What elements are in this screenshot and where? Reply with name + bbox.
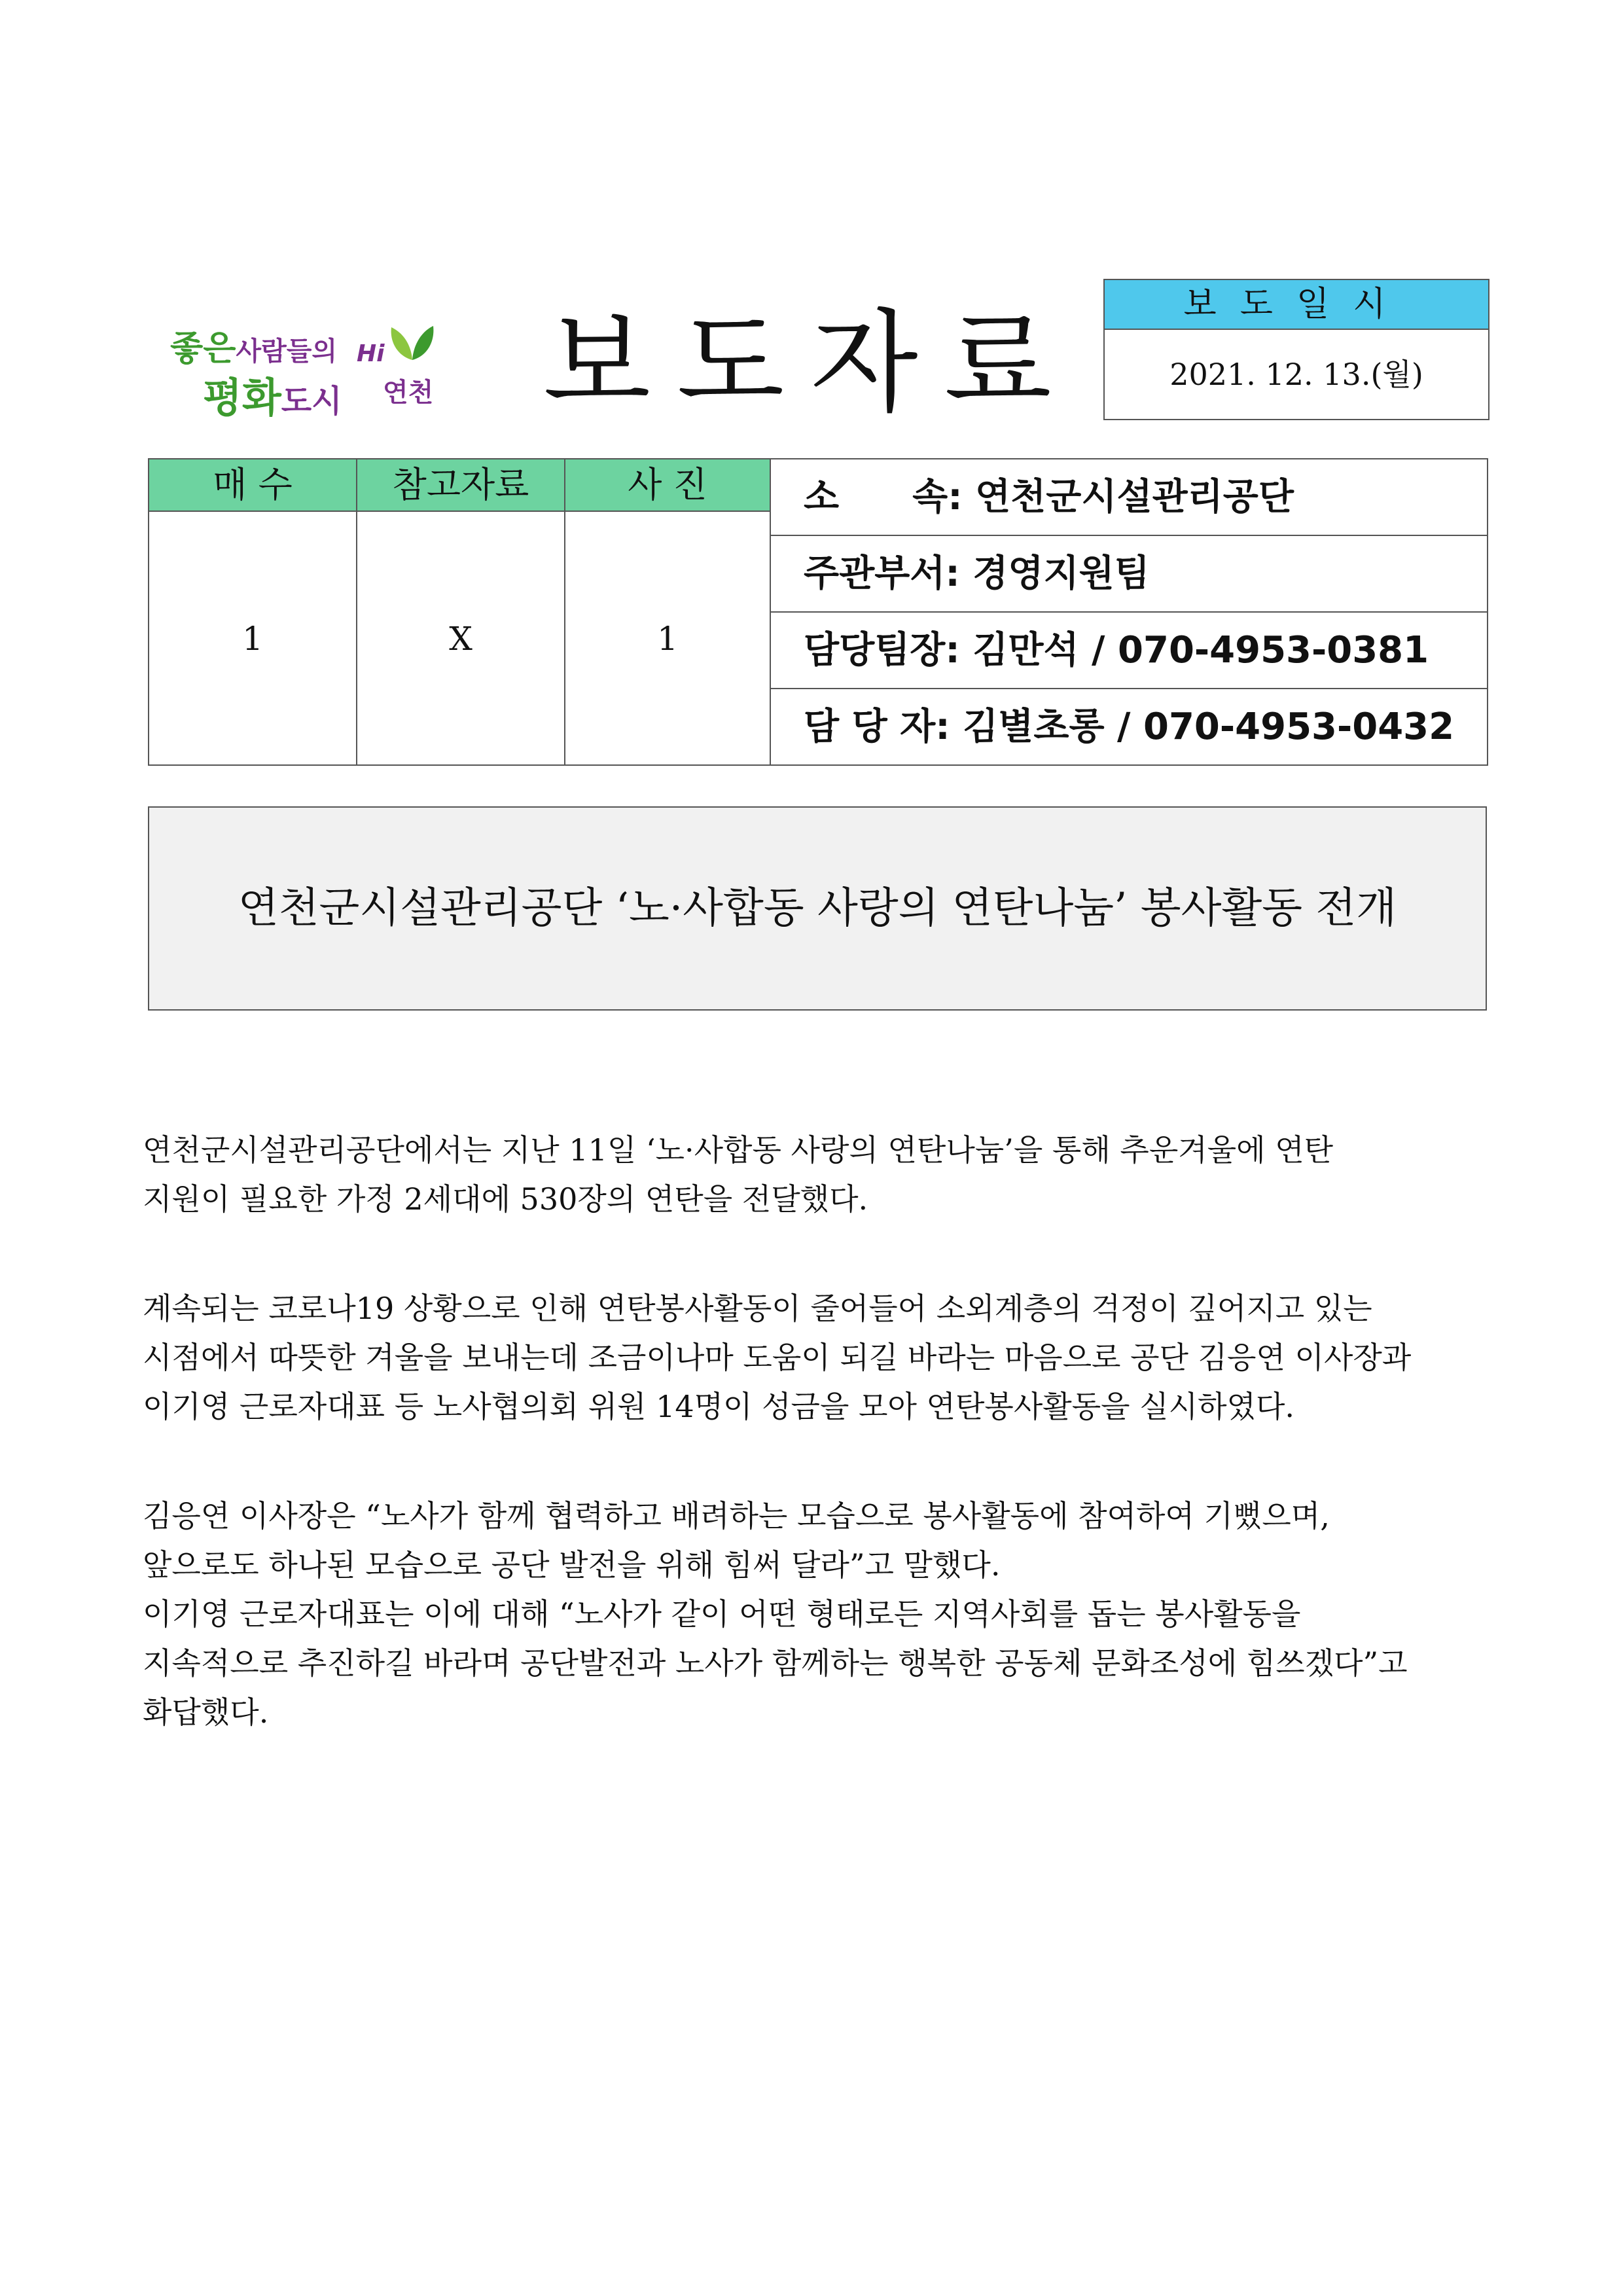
- logo-text-people: 사람들의: [236, 336, 338, 367]
- header-reference: 참고자료: [357, 459, 565, 512]
- value-page-count: 1: [149, 512, 357, 766]
- document-title: 보도자료: [543, 298, 1078, 428]
- city-logo: [170, 314, 458, 422]
- body-line: 시점에서 따뜻한 겨울을 보내는데 조금이나마 도움이 되길 바라는 마음으로 공단 김응연 이사장과: [143, 1340, 1412, 1375]
- row-contact-person: 담 당 자: 김별초롱 / 070-4953-0432: [804, 706, 1455, 748]
- body-line: 계속되는 코로나19 상황으로 인해 연탄봉사활동이 줄어들어 소외계층의 걱정이 깊어지고 있는: [143, 1291, 1372, 1326]
- body-line: 앞으로도 하나된 모습으로 공단 발전을 위해 힘써 달라”고 말했다.: [143, 1547, 1001, 1583]
- body-line: 연천군시설관리공단에서는 지난 11일 ‘노·사합동 사랑의 연탄나눔’을 통해 추운겨울에 연탄: [143, 1132, 1334, 1168]
- release-date-label: 보도일시: [1105, 280, 1488, 330]
- logo-text-peace: 평화: [203, 374, 281, 422]
- info-table: [148, 458, 1488, 766]
- row-department: 주관부서: 경영지원팀: [771, 536, 1488, 613]
- logo-text-city: 도시: [281, 383, 342, 420]
- logo-slogan-line2: [203, 365, 342, 423]
- row-affiliation: 소 속: 연천군시설관리공단: [771, 459, 1488, 536]
- logo-hi-text: Hi: [357, 340, 385, 367]
- release-date-value: 2021. 12. 13.(월): [1169, 357, 1423, 392]
- butterfly-icon: [386, 321, 438, 367]
- body-line: 김응연 이사장은 “노사가 함께 협력하고 배려하는 모습으로 봉사활동에 참여하여 기뻤으며,: [143, 1498, 1330, 1534]
- logo-slogan-line1: [170, 321, 337, 370]
- logo-city-name: 연천: [383, 378, 434, 408]
- row-team-leader: 담당팀장: 김만석 / 070-4953-0381: [771, 613, 1488, 689]
- body-line: 이기영 근로자대표는 이에 대해 “노사가 같이 어떤 형태로든 지역사회를 돕는 봉사활동을: [143, 1596, 1301, 1632]
- article-body: [143, 1126, 1484, 1737]
- release-date-box: [1103, 279, 1489, 420]
- body-line: 지원이 필요한 가정 2세대에 530장의 연탄을 전달했다.: [143, 1181, 868, 1217]
- headline: 연천군시설관리공단 ‘노·사합동 사랑의 연탄나눔’ 봉사활동 전개: [148, 806, 1487, 1011]
- body-line: 지속적으로 추진하길 바라며 공단발전과 노사가 함께하는 행복한 공동체 문화조성에 힘쓰겠다”고: [143, 1645, 1408, 1681]
- header-page-count: 매 수: [149, 459, 357, 512]
- value-reference: X: [357, 512, 565, 766]
- value-photo: 1: [565, 512, 771, 766]
- logo-text-good: 좋은: [170, 329, 236, 368]
- body-line: 이기영 근로자대표 등 노사협의회 위원 14명이 성금을 모아 연탄봉사활동을 실시하였다.: [143, 1389, 1295, 1424]
- body-line: 화답했다.: [143, 1695, 269, 1730]
- header-photo: 사 진: [565, 459, 771, 512]
